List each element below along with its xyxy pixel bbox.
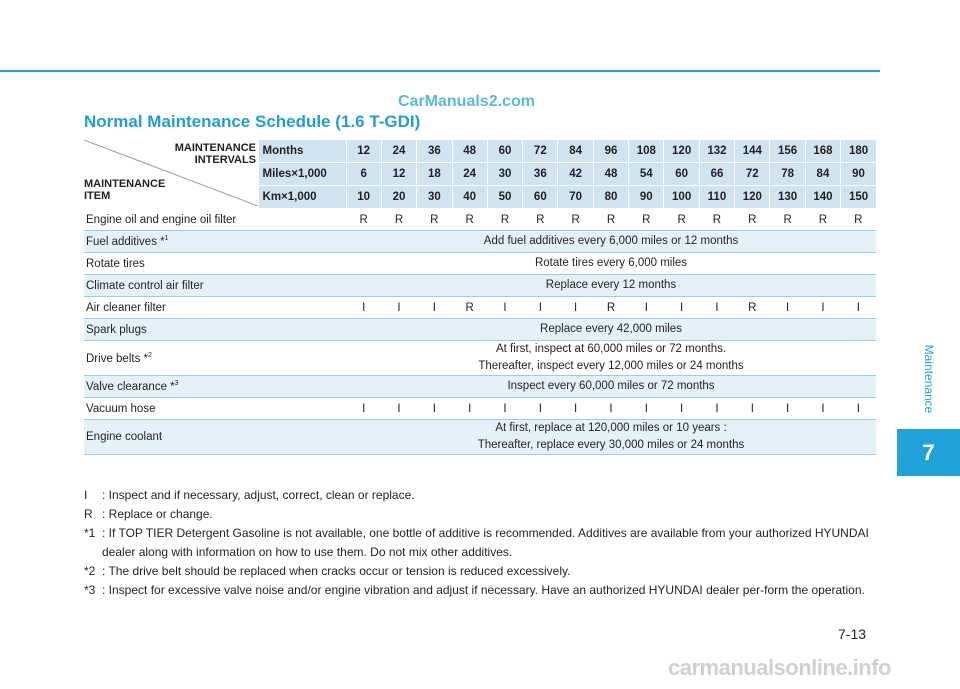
header-interval-cell: 30 [487,163,522,186]
header-interval-cell: 50 [487,186,522,209]
schedule-cell: I [805,297,840,319]
item-name: Engine oil and engine oil filter [86,213,237,226]
table-row [84,319,876,341]
table-row [84,341,876,376]
header-row-label: Km×1,000 [258,186,346,209]
header-interval-cell: 100 [664,186,699,209]
table-row [84,231,876,253]
header-interval-cell: 168 [805,140,840,163]
schedule-span-line: Thereafter, inspect every 12,000 miles or 24 months [478,360,744,372]
watermark-bottom[interactable]: carmanualsonline.info [668,655,891,680]
header-interval-cell: 70 [558,186,593,209]
header-interval-cell: 30 [417,186,452,209]
schedule-span-cell [346,231,876,253]
note-line [84,486,874,505]
notes-section [84,486,874,600]
schedule-cell: R [417,209,452,231]
header-interval-cell: 24 [452,163,487,186]
header-interval-cell: 36 [417,140,452,163]
note-line [84,524,874,562]
header-interval-cell: 10 [346,186,381,209]
header-interval-cell: 36 [523,163,558,186]
table-row [84,420,876,455]
note-key: *1 [84,526,96,540]
schedule-cell: R [841,209,876,231]
schedule-cell: R [558,209,593,231]
table-row [84,297,876,319]
item-name: Fuel additives * [86,235,165,248]
header-interval-cell: 120 [664,140,699,163]
header-interval-cell: 84 [805,163,840,186]
schedule-cell: R [593,209,628,231]
schedule-cell: R [487,209,522,231]
header-interval-cell: 48 [452,140,487,163]
header-interval-cell: 72 [735,163,770,186]
schedule-span-cell [346,376,876,398]
item-name-cell [84,420,346,455]
header-row-label: Months [258,140,346,163]
header-intervals-label [160,142,256,166]
header-item-line1: MAINTENANCE [84,178,166,190]
header-interval-cell: 144 [735,140,770,163]
schedule-span-line: Thereafter, replace every 30,000 miles or 24 months [477,439,745,451]
header-interval-cell: 20 [381,186,416,209]
schedule-cell: I [487,297,522,319]
schedule-cell: I [770,398,805,420]
header-interval-cell: 6 [346,163,381,186]
schedule-cell: I [381,297,416,319]
item-name: Valve clearance * [86,380,175,393]
schedule-cell: R [593,297,628,319]
table-row [84,209,876,231]
header-interval-cell: 140 [805,186,840,209]
schedule-span-line: Replace every 12 months [545,279,677,291]
header-interval-cell: 78 [770,163,805,186]
item-name-cell [84,231,346,253]
footnote-marker: 1 [164,235,169,243]
header-interval-cell: 132 [699,140,734,163]
header-interval-cell: 108 [629,140,664,163]
schedule-cell: I [629,398,664,420]
header-interval-cell: 40 [452,186,487,209]
header-intervals-line1: MAINTENANCE [174,142,256,154]
header-interval-cell: 72 [523,140,558,163]
header-item-label [84,178,165,202]
item-name: Drive belts * [86,352,148,365]
item-name-cell [84,275,346,297]
header-interval-cell: 180 [841,140,876,163]
item-name-cell [84,376,346,398]
schedule-span-line: Inspect every 60,000 miles or 72 months [507,380,715,392]
schedule-cell: I [417,398,452,420]
item-name-cell [84,398,346,420]
note-text: : If TOP TIER Detergent Gasoline is not available, one bottle of additive is recommended. Additives are available from your authorized HYUNDAI dealer along with information on how to use them. Do not mix other additives. [102,526,869,559]
note-text: : Replace or change. [102,507,213,521]
note-line [84,581,874,600]
schedule-cell: R [735,209,770,231]
schedule-span-cell [346,420,876,455]
header-interval-cell: 54 [629,163,664,186]
schedule-cell: I [593,398,628,420]
footnote-marker: 3 [174,380,179,388]
item-name: Vacuum hose [86,402,156,415]
note-key: I [84,488,88,502]
header-interval-cell: 90 [629,186,664,209]
note-key: *2 [84,564,96,578]
header-interval-cell: 60 [664,163,699,186]
item-name: Air cleaner filter [86,301,166,314]
schedule-cell: R [735,297,770,319]
schedule-cell: I [664,398,699,420]
schedule-span-line: Add fuel additives every 6,000 miles or 12 months [483,235,739,247]
schedule-cell: I [735,398,770,420]
schedule-cell: I [841,297,876,319]
schedule-cell: I [770,297,805,319]
header-interval-cell: 66 [699,163,734,186]
header-row-label: Miles×1,000 [258,163,346,186]
note-key: R [84,507,93,521]
schedule-cell: I [346,398,381,420]
schedule-cell: I [523,398,558,420]
schedule-span-cell [346,319,876,341]
header-interval-cell: 80 [593,186,628,209]
item-name-cell [84,319,346,341]
schedule-cell: R [346,209,381,231]
schedule-cell: R [770,209,805,231]
header-interval-cell: 96 [593,140,628,163]
note-key: *3 [84,583,96,597]
schedule-span-line: At first, replace at 120,000 miles or 10 years : [495,422,727,434]
header-intervals-line2: INTERVALS [194,154,256,166]
chapter-number-tab: 7 [897,429,960,476]
page-number: 7-13 [838,626,867,642]
schedule-cell: R [629,209,664,231]
schedule-cell: I [699,297,734,319]
table-row [84,253,876,275]
header-interval-cell: 60 [487,140,522,163]
schedule-span-cell [346,275,876,297]
schedule-cell: I [629,297,664,319]
item-name: Climate control air filter [86,279,204,292]
header-item-line2: ITEM [84,190,111,202]
schedule-span-cell [346,253,876,275]
schedule-cell: I [346,297,381,319]
schedule-cell: I [487,398,522,420]
item-name-cell [84,253,346,275]
page-title: Normal Maintenance Schedule (1.6 T-GDI) [84,112,421,131]
header-interval-cell: 90 [841,163,876,186]
schedule-cell: I [699,398,734,420]
schedule-span-cell [346,341,876,376]
schedule-cell: I [381,398,416,420]
item-name: Rotate tires [86,257,145,270]
schedule-cell: I [558,398,593,420]
header-interval-cell: 130 [770,186,805,209]
header-interval-cell: 60 [523,186,558,209]
schedule-cell: R [805,209,840,231]
note-line [84,562,874,581]
header-interval-cell: 18 [417,163,452,186]
table-row [84,376,876,398]
table-row [84,398,876,420]
note-text: : The drive belt should be replaced when cracks occur or tension is reduced excessively. [102,564,571,578]
header-interval-cell: 24 [381,140,416,163]
header-interval-cell: 84 [558,140,593,163]
schedule-cell: R [452,209,487,231]
schedule-cell: I [664,297,699,319]
item-name-cell [84,341,346,376]
item-name: Engine coolant [86,431,163,443]
schedule-cell: R [664,209,699,231]
item-name-cell [84,297,346,319]
schedule-cell: I [558,297,593,319]
header-interval-cell: 12 [381,163,416,186]
header-interval-cell: 156 [770,140,805,163]
schedule-span-line: At first, inspect at 60,000 miles or 72 months. [495,343,727,355]
schedule-cell: R [699,209,734,231]
header-interval-cell: 110 [699,186,734,209]
schedule-cell: I [841,398,876,420]
schedule-span-line: Rotate tires every 6,000 miles [534,257,688,269]
header-interval-cell: 48 [593,163,628,186]
side-tab-label: Maintenance [922,344,936,414]
schedule-cell: I [523,297,558,319]
schedule-cell: R [452,297,487,319]
footnote-marker: 2 [148,351,152,359]
top-rule [0,70,880,72]
note-text: : Inspect and if necessary, adjust, correct, clean or replace. [102,488,415,502]
watermark-top[interactable]: CarManuals2.com [398,93,535,110]
schedule-cell: I [805,398,840,420]
schedule-cell: I [452,398,487,420]
schedule-span-line: Replace every 42,000 miles [540,323,682,335]
note-line [84,505,874,524]
note-text: : Inspect for excessive valve noise and/or engine vibration and adjust if necessary. Have an authorized HYUNDAI dealer per-form the operation. [102,583,865,597]
item-name: Spark plugs [86,323,147,336]
header-interval-cell: 42 [558,163,593,186]
table-row [84,275,876,297]
header-interval-cell: 12 [346,140,381,163]
header-interval-cell: 120 [735,186,770,209]
item-name-cell [84,209,346,231]
schedule-cell: I [417,297,452,319]
header-interval-cell: 150 [841,186,876,209]
schedule-cell: R [381,209,416,231]
schedule-cell: R [523,209,558,231]
